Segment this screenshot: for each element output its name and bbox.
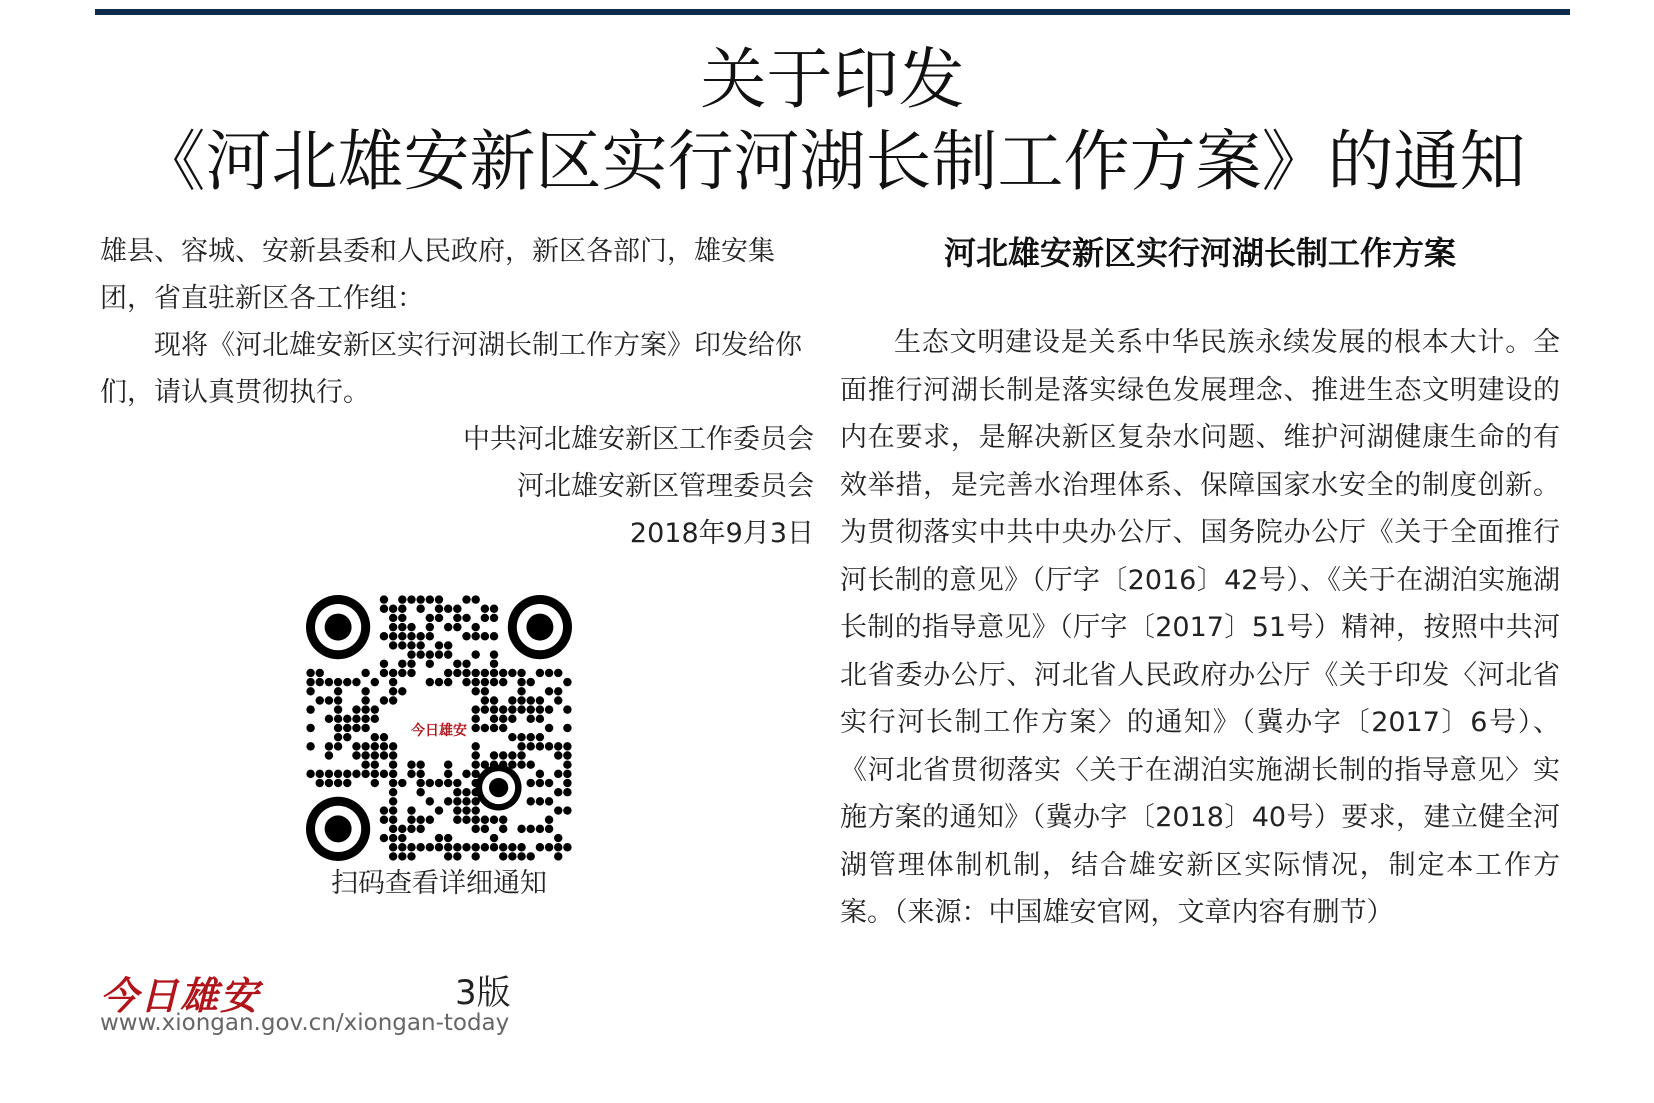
site-url[interactable]: www.xiongan.gov.cn/xiongan-today (100, 1010, 510, 1036)
notice-date: 2018年9月3日 (629, 518, 814, 549)
brand-logo: 今日雄安 (100, 973, 261, 1018)
page-title-line2: 《河北雄安新区实行河湖长制工作方案》的通知 (139, 123, 1526, 200)
plan-body: 生态文明建设是关系中华民族永续发展的根本大计。全面推行河湖长制是落实绿色发展理念、推进生态文明建设的内在要求，是解决新区复杂水问题、维护河湖健康生命的有效举措，是完善水治理体系、保障国家水安全的制度创新。为贯彻落实中共中央办公厅、国务院办公厅《关于全面推行河长制的意见》（厅字〔2016〕42号）、《关于在湖泊实施湖长制的指导意见》（厅字〔2017〕51号）精神，按照中共河北省委办公厅、河北省人民政府办公厅《关于印发〈河北省实行河长制工作方案〉的通知》（冀办字〔2017〕6号）、《河北省贯彻落实〈关于在湖泊实施湖长制的指导意见〉实施方案的通知》（冀办字〔2018〕40号）要求，建立健全河湖管理体制机制，结合雄安新区实际情况，制定本工作方案。（来源：中国雄安官网，文章内容有删节） (840, 327, 1560, 928)
edition-label: 3版 (455, 973, 511, 1013)
qr-caption: 扫码查看详细通知 (331, 868, 547, 899)
notice-column (100, 228, 814, 557)
qr-center-logo: 今日雄安 (408, 705, 470, 755)
plan-column (840, 228, 1560, 937)
notice-body: 现将《河北雄安新区实行河湖长制工作方案》印发给你们，请认真贯彻执行。 (100, 330, 802, 408)
notice-signer-1: 中共河北雄安新区工作委员会 (463, 424, 814, 455)
notice-addressee: 雄县、容城、安新县委和人民政府，新区各部门，雄安集团，省直驻新区各工作组： (100, 236, 775, 314)
notice-signer-2: 河北雄安新区管理委员会 (517, 471, 814, 502)
page-title-line1: 关于印发 (700, 41, 965, 118)
plan-title: 河北雄安新区实行河湖长制工作方案 (943, 234, 1456, 272)
top-rule (95, 9, 1570, 15)
